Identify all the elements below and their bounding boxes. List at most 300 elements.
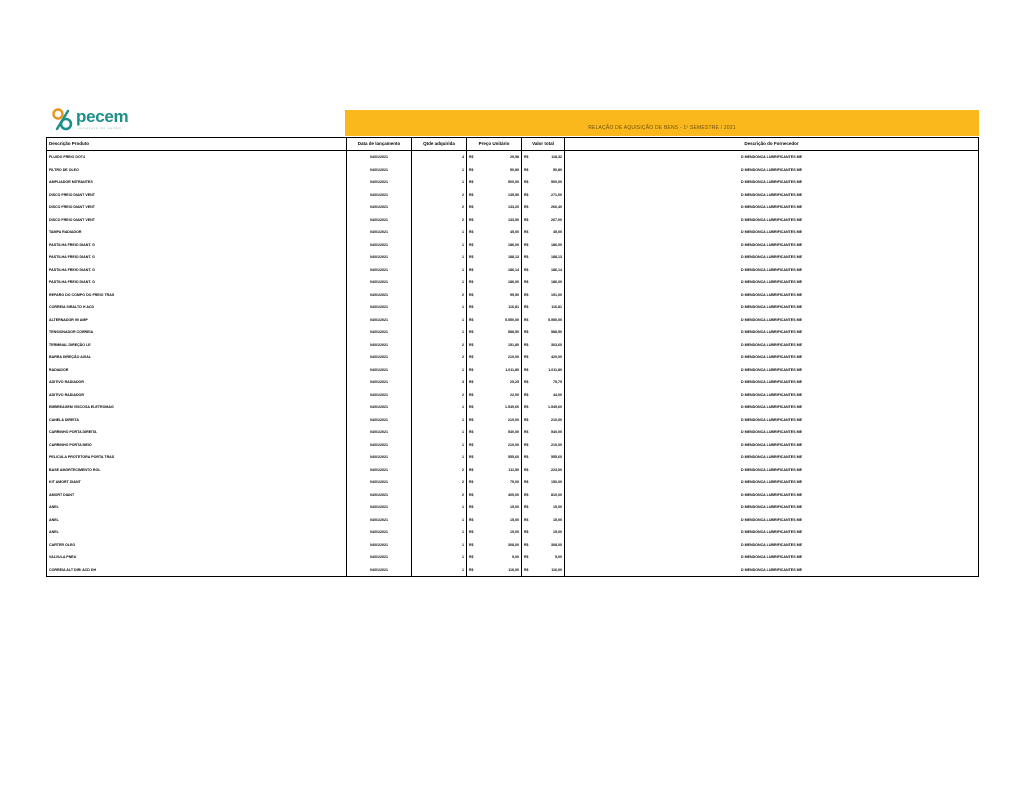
- cell-unit-price: [467, 301, 522, 314]
- currency-symbol: R$: [469, 205, 474, 209]
- cell-total: [522, 176, 565, 189]
- cell-unit-price-value: 111,50: [508, 467, 519, 472]
- table-row: [47, 464, 979, 477]
- cell-total-value: 116,00: [551, 567, 562, 572]
- cell-total: [522, 489, 565, 502]
- cell-quantity: 2: [412, 214, 467, 227]
- table-row: [47, 214, 979, 227]
- cell-supplier: D MENDONCA LUBRIFICANTES ME: [565, 551, 979, 564]
- cell-total: [522, 264, 565, 277]
- currency-symbol: R$: [524, 217, 529, 222]
- cell-total: [522, 376, 565, 389]
- currency-symbol: R$: [524, 167, 529, 172]
- cell-unit-price-value: 186,00: [508, 242, 519, 247]
- cell-quantity: 1: [412, 264, 467, 277]
- currency-symbol: R$: [469, 392, 474, 397]
- cell-description: AMPLIADOR MITRANTES: [49, 180, 93, 184]
- cell-description: DISCO FREIO DIANT VENT: [49, 192, 95, 197]
- pecem-wordmark: pecem: [76, 107, 129, 126]
- currency-symbol: R$: [469, 317, 474, 322]
- cell-unit-price: [467, 201, 522, 214]
- cell-quantity: 1: [412, 364, 467, 377]
- cell-date: 04/01/2021: [347, 301, 412, 314]
- cell-supplier: D MENDONCA LUBRIFICANTES ME: [565, 326, 979, 339]
- pecem-logo: [52, 108, 142, 132]
- table-row: [47, 564, 979, 577]
- cell-total: [522, 526, 565, 539]
- table-row: [47, 389, 979, 402]
- cell-unit-price-value: 210,00: [508, 355, 519, 359]
- currency-symbol: R$: [524, 530, 529, 534]
- table-row: [47, 376, 979, 389]
- cell-description: AMORT DIANT: [49, 492, 75, 497]
- cell-description: TERMINAL DIREÇÃO LE: [49, 342, 91, 347]
- cell-description: ANEL: [49, 505, 59, 509]
- currency-symbol: R$: [469, 467, 474, 472]
- currency-symbol: R$: [524, 155, 529, 159]
- cell-unit-price-value: 15,00: [510, 505, 519, 509]
- cell-total: [522, 189, 565, 202]
- cell-date: 04/01/2021: [347, 289, 412, 302]
- cell-total: [522, 439, 565, 452]
- currency-symbol: R$: [469, 380, 474, 384]
- cell-supplier: D MENDONCA LUBRIFICANTES ME: [565, 451, 979, 464]
- cell-description: CANELA DIREITA: [49, 417, 79, 422]
- currency-symbol: R$: [524, 505, 529, 509]
- cell-supplier: D MENDONCA LUBRIFICANTES ME: [565, 276, 979, 289]
- cell-unit-price: [467, 151, 522, 164]
- cell-total-value: 45,00: [553, 230, 562, 234]
- cell-unit-price-value: 15,00: [510, 517, 519, 522]
- cell-supplier: D MENDONCA LUBRIFICANTES ME: [565, 564, 979, 577]
- cell-total: [522, 389, 565, 402]
- cell-quantity: 1: [412, 239, 467, 252]
- currency-symbol: R$: [524, 542, 529, 547]
- cell-date: 04/01/2021: [347, 539, 412, 552]
- cell-supplier: D MENDONCA LUBRIFICANTES ME: [565, 426, 979, 439]
- currency-symbol: R$: [469, 342, 474, 347]
- cell-description: ALTERNADOR 90 AMP: [49, 317, 88, 322]
- cell-unit-price-value: 50,80: [510, 167, 519, 172]
- cell-date: 04/01/2021: [347, 326, 412, 339]
- currency-symbol: R$: [524, 492, 529, 497]
- cell-description: PASTILHA FREIO DIANT. G: [49, 255, 95, 259]
- cell-description: CORREIA ALT DIR/ ACD DH: [49, 567, 97, 572]
- cell-unit-price: [467, 426, 522, 439]
- cell-quantity: 1: [412, 551, 467, 564]
- cell-date: 04/01/2021: [347, 426, 412, 439]
- table-row: [47, 226, 979, 239]
- cell-supplier: D MENDONCA LUBRIFICANTES ME: [565, 301, 979, 314]
- cell-quantity: 2: [412, 289, 467, 302]
- cell-date: 04/01/2021: [347, 514, 412, 527]
- currency-symbol: R$: [469, 517, 474, 522]
- currency-symbol: R$: [469, 267, 474, 272]
- cell-total: [522, 401, 565, 414]
- cell-total-value: 186,14: [551, 267, 562, 272]
- cell-supplier: D MENDONCA LUBRIFICANTES ME: [565, 189, 979, 202]
- cell-total-value: 186,00: [551, 280, 562, 284]
- cell-unit-price-value: 210,00: [508, 417, 519, 422]
- cell-unit-price: [467, 464, 522, 477]
- currency-symbol: R$: [469, 567, 474, 572]
- cell-unit-price-value: 29,58: [510, 155, 519, 159]
- cell-quantity: 2: [412, 476, 467, 489]
- currency-symbol: R$: [524, 180, 529, 184]
- cell-description: PASTILHA FREIO DIANT. G: [49, 280, 95, 284]
- cell-supplier: D MENDONCA LUBRIFICANTES ME: [565, 214, 979, 227]
- currency-symbol: R$: [524, 292, 529, 297]
- cell-unit-price: [467, 439, 522, 452]
- cell-unit-price-value: 95,50: [510, 292, 519, 297]
- cell-unit-price: [467, 239, 522, 252]
- table-row: [47, 451, 979, 464]
- cell-quantity: 1: [412, 276, 467, 289]
- cell-total-value: 1.549,60: [548, 405, 562, 409]
- cell-supplier: D MENDONCA LUBRIFICANTES ME: [565, 526, 979, 539]
- cell-total: [522, 501, 565, 514]
- table-row: [47, 526, 979, 539]
- cell-description: TAMPA RADIADOR: [49, 230, 82, 234]
- cell-total-value: 555,60: [551, 455, 562, 459]
- cell-total-value: 5.550,00: [548, 317, 562, 322]
- table-row: [47, 339, 979, 352]
- cell-total: [522, 151, 565, 164]
- cell-description: ANEL: [49, 517, 59, 522]
- cell-date: 04/01/2021: [347, 476, 412, 489]
- currency-symbol: R$: [469, 417, 474, 422]
- cell-supplier: D MENDONCA LUBRIFICANTES ME: [565, 314, 979, 327]
- header-unit-price: Preço Unitário: [467, 138, 522, 151]
- cell-unit-price: [467, 551, 522, 564]
- cell-quantity: 3: [412, 376, 467, 389]
- table-row: [47, 176, 979, 189]
- cell-unit-price: [467, 339, 522, 352]
- cell-total: [522, 276, 565, 289]
- cell-quantity: 1: [412, 251, 467, 264]
- currency-symbol: R$: [524, 205, 529, 209]
- header-date: Data de lançamento: [347, 138, 412, 151]
- cell-supplier: D MENDONCA LUBRIFICANTES ME: [565, 251, 979, 264]
- cell-unit-price-value: 588,50: [508, 330, 519, 334]
- cell-total: [522, 551, 565, 564]
- cell-unit-price-value: 22,00: [510, 392, 519, 397]
- cell-date: 04/01/2021: [347, 264, 412, 277]
- cell-unit-price-value: 151,80: [508, 342, 519, 347]
- acquisition-table: [46, 137, 979, 577]
- currency-symbol: R$: [524, 280, 529, 284]
- currency-symbol: R$: [524, 192, 529, 197]
- cell-total-value: 420,00: [551, 355, 562, 359]
- currency-symbol: R$: [524, 467, 529, 472]
- cell-date: 04/01/2021: [347, 439, 412, 452]
- cell-quantity: 4: [412, 151, 467, 164]
- cell-date: 04/01/2021: [347, 389, 412, 402]
- report-title: RELAÇÃO DE AQUISIÇÃO DE BENS - 1º SEMESTRE / 2021: [588, 125, 736, 131]
- cell-quantity: 1: [412, 539, 467, 552]
- cell-total-value: 303,60: [551, 342, 562, 347]
- cell-unit-price: [467, 376, 522, 389]
- cell-unit-price-value: 75,00: [510, 480, 519, 484]
- currency-symbol: R$: [469, 155, 474, 159]
- cell-unit-price-value: 186,14: [508, 267, 519, 272]
- cell-supplier: D MENDONCA LUBRIFICANTES ME: [565, 464, 979, 477]
- cell-unit-price: [467, 476, 522, 489]
- cell-description: VALVULA PNEU: [49, 555, 77, 559]
- pecem-logo-mark-icon: [52, 108, 74, 132]
- cell-unit-price: [467, 451, 522, 464]
- cell-unit-price-value: 5.550,00: [505, 317, 519, 322]
- cell-total-value: 210,00: [551, 442, 562, 447]
- cell-quantity: 1: [412, 514, 467, 527]
- cell-quantity: 2: [412, 464, 467, 477]
- cell-total: [522, 314, 565, 327]
- currency-symbol: R$: [469, 180, 474, 184]
- cell-unit-price-value: 555,60: [508, 455, 519, 459]
- currency-symbol: R$: [469, 230, 474, 234]
- cell-description: PELICULA PROTETORA PORTA TRAS: [49, 455, 115, 459]
- currency-symbol: R$: [524, 342, 529, 347]
- cell-supplier: D MENDONCA LUBRIFICANTES ME: [565, 489, 979, 502]
- cell-unit-price-value: 186,00: [508, 280, 519, 284]
- cell-date: 04/01/2021: [347, 551, 412, 564]
- table-row: [47, 301, 979, 314]
- cell-unit-price: [467, 289, 522, 302]
- cell-unit-price: [467, 276, 522, 289]
- table-row: [47, 489, 979, 502]
- currency-symbol: R$: [469, 255, 474, 259]
- currency-symbol: R$: [469, 192, 474, 197]
- currency-symbol: R$: [469, 292, 474, 297]
- cell-unit-price-value: 210,00: [508, 442, 519, 447]
- cell-unit-price-value: 1.549,60: [505, 405, 519, 409]
- cell-total-value: 15,00: [553, 505, 562, 509]
- cell-total-value: 5,00: [555, 555, 562, 559]
- currency-symbol: R$: [469, 480, 474, 484]
- cell-supplier: D MENDONCA LUBRIFICANTES ME: [565, 401, 979, 414]
- cell-description: CARTER OLEO: [49, 542, 76, 547]
- currency-symbol: R$: [469, 167, 474, 172]
- cell-total: [522, 539, 565, 552]
- cell-description: ADITIVO RADIADOR: [49, 380, 84, 384]
- cell-quantity: 1: [412, 426, 467, 439]
- header-total: Valor total: [522, 138, 565, 151]
- cell-unit-price-value: 133,50: [508, 217, 519, 222]
- cell-supplier: D MENDONCA LUBRIFICANTES ME: [565, 364, 979, 377]
- cell-unit-price-value: 1.011,80: [505, 367, 519, 372]
- cell-unit-price: [467, 189, 522, 202]
- cell-total-value: 50,80: [553, 167, 562, 172]
- cell-unit-price-value: 540,00: [508, 430, 519, 434]
- cell-supplier: D MENDONCA LUBRIFICANTES ME: [565, 164, 979, 177]
- cell-unit-price: [467, 314, 522, 327]
- cell-unit-price: [467, 214, 522, 227]
- cell-unit-price-value: 133,20: [508, 205, 519, 209]
- cell-unit-price-value: 188,13: [508, 255, 519, 259]
- cell-total-value: 210,00: [551, 417, 562, 422]
- currency-symbol: R$: [469, 242, 474, 247]
- cell-unit-price: [467, 364, 522, 377]
- cell-total: [522, 476, 565, 489]
- currency-symbol: R$: [524, 367, 529, 372]
- cell-date: 04/01/2021: [347, 564, 412, 577]
- cell-date: 04/01/2021: [347, 214, 412, 227]
- currency-symbol: R$: [524, 242, 529, 247]
- cell-total: [522, 464, 565, 477]
- cell-date: 04/01/2021: [347, 414, 412, 427]
- cell-unit-price-value: 135,50: [508, 192, 519, 197]
- cell-quantity: 1: [412, 326, 467, 339]
- table-row: [47, 551, 979, 564]
- cell-quantity: 1: [412, 401, 467, 414]
- table-row: [47, 289, 979, 302]
- cell-total-value: 15,00: [553, 517, 562, 522]
- currency-symbol: R$: [524, 417, 529, 422]
- cell-quantity: 1: [412, 176, 467, 189]
- cell-unit-price: [467, 176, 522, 189]
- table-header-row: [47, 138, 979, 151]
- cell-date: 04/01/2021: [347, 276, 412, 289]
- cell-total: [522, 326, 565, 339]
- currency-symbol: R$: [469, 505, 474, 509]
- cell-total-value: 500,00: [551, 180, 562, 184]
- table-row: [47, 314, 979, 327]
- currency-symbol: R$: [469, 305, 474, 309]
- table-row: [47, 189, 979, 202]
- cell-total-value: 150,00: [551, 480, 562, 484]
- cell-supplier: D MENDONCA LUBRIFICANTES ME: [565, 289, 979, 302]
- cell-date: 04/01/2021: [347, 239, 412, 252]
- cell-date: 04/01/2021: [347, 401, 412, 414]
- cell-total-value: 540,00: [551, 430, 562, 434]
- cell-supplier: D MENDONCA LUBRIFICANTES ME: [565, 389, 979, 402]
- cell-date: 04/01/2021: [347, 251, 412, 264]
- currency-symbol: R$: [524, 392, 529, 397]
- cell-unit-price: [467, 401, 522, 414]
- cell-quantity: 2: [412, 189, 467, 202]
- cell-description: RADIADOR: [49, 367, 69, 372]
- cell-supplier: D MENDONCA LUBRIFICANTES ME: [565, 151, 979, 164]
- table-row: [47, 239, 979, 252]
- cell-total: [522, 451, 565, 464]
- cell-description: BASE AMORTECIMENTO ROL: [49, 467, 101, 472]
- table-row: [47, 514, 979, 527]
- cell-total: [522, 564, 565, 577]
- cell-total-value: 188,13: [551, 255, 562, 259]
- cell-total: [522, 239, 565, 252]
- table-row: [47, 151, 979, 164]
- cell-quantity: 1: [412, 564, 467, 577]
- cell-date: 04/01/2021: [347, 489, 412, 502]
- cell-date: 04/01/2021: [347, 501, 412, 514]
- cell-description: DISCO FREIO DIANT VENT: [49, 205, 95, 209]
- cell-total-value: 588,50: [551, 330, 562, 334]
- cell-description: KIT AMORT DIANT: [49, 480, 81, 484]
- cell-total: [522, 364, 565, 377]
- cell-total: [522, 214, 565, 227]
- cell-quantity: 1: [412, 164, 467, 177]
- currency-symbol: R$: [524, 317, 529, 322]
- cell-unit-price-value: 15,00: [510, 530, 519, 534]
- cell-date: 04/01/2021: [347, 351, 412, 364]
- table-row: [47, 539, 979, 552]
- report-banner: [345, 110, 979, 136]
- header-quantity: Qtde adquirida: [412, 138, 467, 151]
- cell-quantity: 2: [412, 351, 467, 364]
- cell-unit-price-value: 25,25: [510, 380, 519, 384]
- cell-date: 04/01/2021: [347, 189, 412, 202]
- cell-description: PASTILHA FREIO DIANT. G: [49, 267, 95, 272]
- cell-quantity: 1: [412, 526, 467, 539]
- currency-symbol: R$: [469, 367, 474, 372]
- cell-total-value: 191,00: [551, 292, 562, 297]
- cell-total-value: 223,00: [551, 467, 562, 472]
- cell-total: [522, 251, 565, 264]
- cell-quantity: 2: [412, 489, 467, 502]
- currency-symbol: R$: [524, 442, 529, 447]
- cell-total-value: 267,00: [551, 217, 562, 222]
- cell-unit-price: [467, 526, 522, 539]
- cell-supplier: D MENDONCA LUBRIFICANTES ME: [565, 264, 979, 277]
- pecem-tagline: complexo do pecém: [78, 126, 122, 130]
- currency-symbol: R$: [524, 430, 529, 434]
- table-row: [47, 401, 979, 414]
- table-row: [47, 201, 979, 214]
- currency-symbol: R$: [469, 492, 474, 497]
- cell-unit-price-value: 5,00: [512, 555, 519, 559]
- cell-total-value: 15,00: [553, 530, 562, 534]
- cell-quantity: 2: [412, 339, 467, 352]
- table-row: [47, 276, 979, 289]
- table-row: [47, 264, 979, 277]
- cell-supplier: D MENDONCA LUBRIFICANTES ME: [565, 176, 979, 189]
- currency-symbol: R$: [524, 380, 529, 384]
- currency-symbol: R$: [524, 567, 529, 572]
- cell-date: 04/01/2021: [347, 151, 412, 164]
- cell-date: 04/01/2021: [347, 339, 412, 352]
- cell-quantity: 1: [412, 314, 467, 327]
- cell-quantity: 1: [412, 501, 467, 514]
- cell-total-value: 116,81: [551, 305, 562, 309]
- currency-symbol: R$: [524, 267, 529, 272]
- cell-supplier: D MENDONCA LUBRIFICANTES ME: [565, 501, 979, 514]
- cell-unit-price: [467, 164, 522, 177]
- cell-total: [522, 201, 565, 214]
- cell-date: 04/01/2021: [347, 464, 412, 477]
- cell-description: CORREIA SIRALTO H ACD: [49, 305, 95, 309]
- cell-supplier: D MENDONCA LUBRIFICANTES ME: [565, 514, 979, 527]
- table-row: [47, 164, 979, 177]
- cell-description: CARRINHO PORTA DIREITA: [49, 430, 97, 434]
- table-row: [47, 439, 979, 452]
- currency-symbol: R$: [524, 405, 529, 409]
- cell-unit-price-value: 45,00: [510, 230, 519, 234]
- cell-unit-price: [467, 326, 522, 339]
- cell-unit-price-value: 500,00: [508, 180, 519, 184]
- cell-unit-price: [467, 514, 522, 527]
- cell-unit-price: [467, 226, 522, 239]
- cell-description: ANEL: [49, 530, 59, 534]
- currency-symbol: R$: [469, 542, 474, 547]
- currency-symbol: R$: [469, 405, 474, 409]
- table-row: [47, 501, 979, 514]
- table-row: [47, 364, 979, 377]
- cell-unit-price: [467, 389, 522, 402]
- cell-unit-price-value: 308,00: [508, 542, 519, 547]
- cell-total: [522, 426, 565, 439]
- cell-total-value: 118,32: [551, 155, 562, 159]
- cell-supplier: D MENDONCA LUBRIFICANTES ME: [565, 339, 979, 352]
